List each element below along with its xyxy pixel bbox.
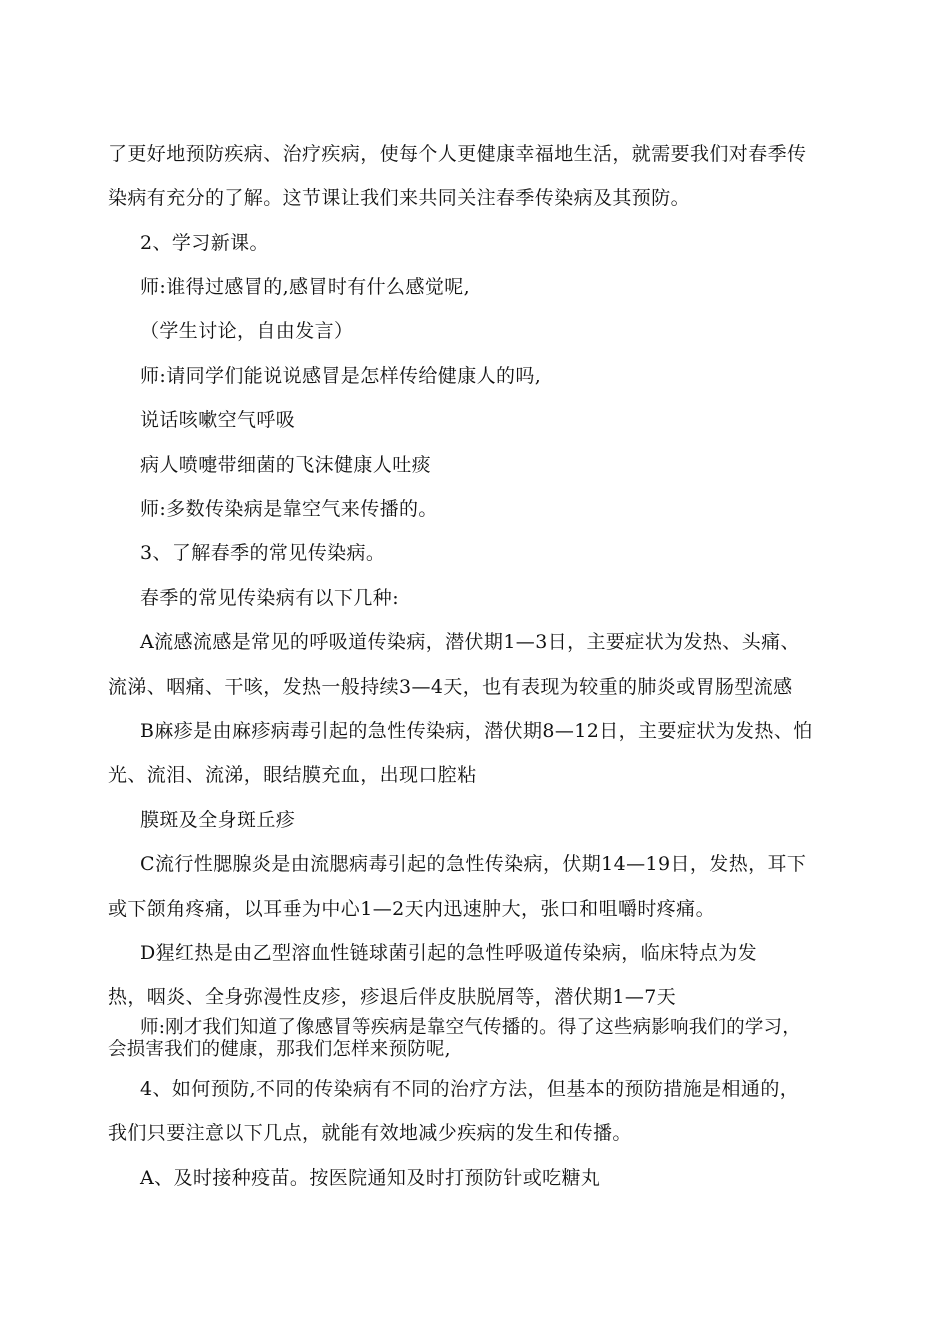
transmission-row-2: 病人喷嚏带细菌的飞沫健康人吐痰 [140,454,432,476]
disease-d-scarlet-fever-line-1: D猩红热是由乙型溶血性链球菌引起的急性呼吸道传染病，临床特点为发 [140,942,758,964]
paragraph-intro-line-2: 染病有充分的了解。这节课让我们来共同关注春季传染病及其预防。 [108,187,691,209]
spring-diseases-intro: 春季的常见传染病有以下几种: [140,587,400,609]
disease-b-measles-line-1: B麻疹是由麻疹病毒引起的急性传染病，潜伏期8—12日，主要症状为发热、怕 [140,720,813,742]
teacher-question-transmission: 师:请同学们能说说感冒是怎样传给健康人的吗, [140,365,542,387]
disease-b-measles-line-3: 膜斑及全身斑丘疹 [140,809,296,831]
disease-c-mumps-line-1: C流行性腮腺炎是由流腮病毒引起的急性传染病，伏期14—19日，发热，耳下 [140,853,807,875]
disease-a-influenza-line-2: 流涕、咽痛、干咳，发热一般持续3—4天，也有表现为较重的肺炎或胃肠型流感 [108,676,793,698]
disease-d-scarlet-fever-line-2: 热，咽炎、全身弥漫性皮疹，疹退后伴皮肤脱屑等，潜伏期1—7天 [108,986,677,1008]
section-heading-learn-new-lesson: 2、学习新课。 [140,232,269,254]
section-heading-how-to-prevent-line-1: 4、如何预防,不同的传染病有不同的治疗方法，但基本的预防措施是相通的， [140,1078,800,1100]
section-heading-spring-diseases: 3、了解春季的常见传染病。 [140,542,386,564]
teacher-prevention-question-line-2: 会损害我们的健康，那我们怎样来预防呢, [108,1039,451,1060]
disease-b-measles-line-2: 光、流泪、流涕，眼结膜充血，出现口腔粘 [108,764,477,786]
student-discussion-note: （学生讨论，自由发言） [140,320,354,342]
transmission-row-1: 说话咳嗽空气呼吸 [140,409,296,431]
disease-a-influenza-line-1: A流感流感是常见的呼吸道传染病，潜伏期1—3日，主要症状为发热、头痛、 [140,631,800,653]
teacher-question-cold: 师:谁得过感冒的,感冒时有什么感觉呢, [140,276,471,298]
disease-c-mumps-line-2: 或下颌角疼痛，以耳垂为中心1—2天内迅速肿大，张口和咀嚼时疼痛。 [108,898,715,920]
section-heading-how-to-prevent-line-2: 我们只要注意以下几点，就能有效地减少疾病的发生和传播。 [108,1122,632,1144]
teacher-prevention-question-line-1: 师:刚才我们知道了像感冒等疾病是靠空气传播的。得了这些病影响我们的学习， [140,1017,801,1038]
paragraph-intro-line-1: 了更好地预防疾病、治疗疾病，使每个人更健康幸福地生活，就需要我们对春季传 [108,143,807,165]
prevention-item-a-vaccination: A、及时接种疫苗。按医院通知及时打预防针或吃糖丸 [140,1167,601,1189]
teacher-statement-airborne: 师:多数传染病是靠空气来传播的。 [140,498,438,520]
